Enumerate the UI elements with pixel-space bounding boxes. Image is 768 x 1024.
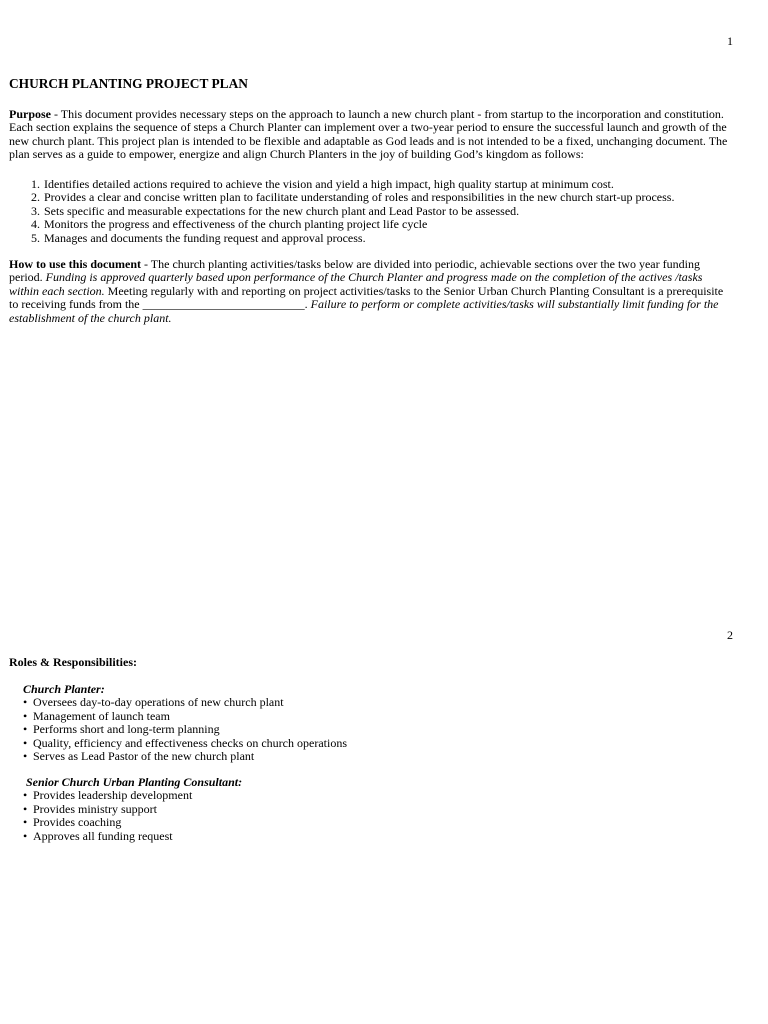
objectives-list (9, 178, 743, 245)
consultant-list (21, 789, 623, 843)
document-title: CHURCH PLANTING PROJECT PLAN (9, 76, 248, 91)
page-number: 1 (727, 34, 733, 48)
list-item: 5. Manages and documents the funding request and approval process. (43, 232, 743, 245)
failure-warning: Failure to perform or complete activities/tasks will substantially limit funding for the establishment of the church plant. (9, 297, 719, 325)
list-item: 1. Identifies detailed actions required to achieve the vision and yield a high impact, high quality startup at minimum cost. (43, 178, 743, 191)
church-planter-list (21, 696, 623, 763)
church-planter-section (23, 683, 623, 763)
how-to-use-text: - The church planting activities/tasks below are divided into periodic, achievable sections over the two year funding period. (9, 257, 700, 285)
list-item: • Quality, efficiency and effectiveness checks on church operations (21, 737, 623, 750)
list-item: • Management of launch team (21, 710, 623, 723)
list-item: • Provides leadership development (21, 789, 623, 802)
list-item: • Serves as Lead Pastor of the new church plant (21, 750, 623, 763)
list-item: 3. Sets specific and measurable expectations for the new church plant and Lead Pastor to be assessed. (43, 205, 743, 218)
church-planter-title: Church Planter: (23, 682, 105, 696)
list-item: • Provides coaching (21, 816, 623, 829)
purpose-text: - This document provides necessary steps on the approach to launch a new church plant - from startup to the incorporation and constitution. Each section explains the sequence of steps a Church Planter can implement over a two-year period to ensure the successful launch and growth of the new church plant. This project plan is intended to be flexible and adaptable as God leads and is not intended to be a fixed, unchanging document. The plan serves as a guide to empower, energize and align Church Planters in the joy of building God’s kingdom as follows: (9, 107, 728, 162)
purpose-label: Purpose (9, 107, 51, 121)
page-number: 2 (727, 628, 733, 642)
consultant-title: Senior Church Urban Planting Consultant: (26, 775, 243, 789)
funding-note: Funding is approved quarterly based upon performance of the Church Planter and progress made on the completion of the actives /tasks within each section. (9, 270, 703, 298)
list-item: • Performs short and long-term planning (21, 723, 623, 736)
list-item: • Approves all funding request (21, 830, 623, 843)
roles-heading: Roles & Responsibilities: (9, 655, 138, 669)
list-item: 4. Monitors the progress and effectiveness of the church planting project life cycle (43, 218, 743, 231)
list-item: 2. Provides a clear and concise written plan to facilitate understanding of roles and responsibilities in the new church start-up process. (43, 191, 743, 204)
list-item: • Provides ministry support (21, 803, 623, 816)
meeting-note: Meeting regularly with and reporting on project activities/tasks to the Senior Urban Church Planting Consultant is a prerequisite to receiving funds from the ___________________________. (9, 283, 724, 312)
how-to-use-label: How to use this document (9, 257, 142, 271)
how-to-use-paragraph (9, 258, 734, 325)
purpose-paragraph (9, 108, 734, 162)
list-item: • Oversees day-to-day operations of new church plant (21, 696, 623, 709)
consultant-section (23, 776, 623, 843)
